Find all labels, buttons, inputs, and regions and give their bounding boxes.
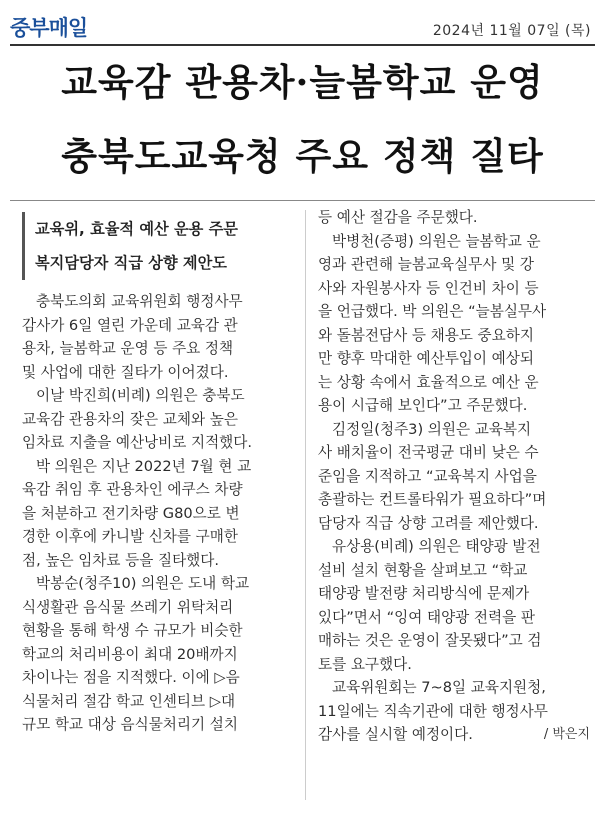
article-text-line: 교육위원회는 7~8일 교육지원청, <box>332 679 546 696</box>
article-text-line: 충북도의회 교육위원회 행정사무 <box>36 293 243 310</box>
article-text-line: 만 향후 막대한 예산투입이 예상되 <box>318 350 534 367</box>
article-body-left <box>22 290 294 737</box>
article-text-line: 11일에는 직속기관에 대한 행정사무 <box>318 702 548 720</box>
byline: / 박은지 <box>543 727 590 742</box>
article-text-line: 을 처분하고 전기차량 G80으로 변 <box>22 504 240 522</box>
article-text-line: 영과 관련해 늘봄교육실무사 및 강 <box>318 256 534 273</box>
article-text-line: 용이 시급해 보인다”고 주문했다. <box>318 397 528 414</box>
article-body-right <box>318 206 590 747</box>
headline-rule <box>10 200 595 201</box>
headline-line-1: 교육감 관용차·늘봄학교 운영 <box>61 60 544 104</box>
subheadline-line-2: 복지담당자 직급 상향 제안도 <box>35 254 227 272</box>
article-text-line: 육감 취임 후 관용차인 에쿠스 차량 <box>22 481 243 498</box>
article-text-line: 차이나는 점을 지적했다. 이에 ▷음 <box>22 669 240 686</box>
article-column-left <box>22 206 294 737</box>
article-text-line: 매하는 것은 운영이 잘못됐다”고 검 <box>318 632 542 649</box>
article-text-line: 현황을 통해 학생 수 규모가 비슷한 <box>22 622 243 639</box>
article-text-line: 담당자 직급 상향 고려를 제안했다. <box>318 514 539 532</box>
article-text-line: 사 배치율이 전국평균 대비 낮은 수 <box>318 444 539 461</box>
article-text-line: 감사가 6일 열린 가운데 교육감 관 <box>22 316 238 334</box>
masthead <box>0 0 605 46</box>
article-text-line: 및 사업에 대한 질타가 이어졌다. <box>22 363 229 381</box>
article-text-line: 을 언급했다. 박 의원은 “늘봄실무사 <box>318 303 547 320</box>
article-text-line: 교육감 관용차의 잦은 교체와 높은 <box>22 410 238 428</box>
article-text-line: 준임을 지적하고 “교육복지 사업을 <box>318 467 537 485</box>
article-text-line: 와 돌봄전담사 등 채용도 중요하지 <box>318 326 534 344</box>
article-text-line: 이날 박진희(비례) 의원은 충북도 <box>36 387 245 404</box>
subheadline-block <box>22 212 294 280</box>
article-text-line: 규모 학교 대상 음식물처리기 설치 <box>22 716 238 733</box>
article-text-line: 설비 설치 현황을 살펴보고 “학교 <box>318 561 528 579</box>
article-text-line: 학교의 처리비용이 최대 20배까지 <box>22 645 238 663</box>
headline-line-2: 충북도교육청 주요 정책 질타 <box>61 134 544 178</box>
article-text-line: 임차료 지출을 예산낭비로 지적했다. <box>22 434 253 451</box>
publication-date: 2024년 11월 07일 (목) <box>432 23 591 39</box>
article-text-line: 사와 자원봉사자 등 인건비 차이 등 <box>318 279 539 297</box>
article-text-line: 감사를 실시할 예정이다. / 박은지 <box>318 723 590 747</box>
newspaper-logo: 중부매일 <box>10 16 88 40</box>
column-divider <box>305 210 306 800</box>
article-column-right <box>318 206 590 747</box>
article-text-line: 용차, 늘봄학교 운영 등 주요 정책 <box>22 340 234 357</box>
article-text-line: 태양광 발전량 처리방식에 문제가 <box>318 585 530 602</box>
masthead-rule <box>10 44 595 46</box>
article-text-line: 는 상황 속에서 효율적으로 예산 운 <box>318 373 539 391</box>
article-text-line: 경한 이후에 카니발 신차를 구매한 <box>22 528 238 545</box>
article-text-line: 김정일(청주3) 의원은 교육복지 <box>332 420 532 438</box>
article-text-line: 박 의원은 지난 2022년 7월 현 교 <box>36 457 252 475</box>
article-text-line: 토를 요구했다. <box>318 655 412 673</box>
article-text-line: 총괄하는 컨트롤타워가 필요하다”며 <box>318 491 547 508</box>
article-text-line: 점, 높은 임차료 등을 질타했다. <box>22 551 220 569</box>
subheadline-line-1: 교육위, 효율적 예산 운용 주문 <box>35 220 238 238</box>
article-text-line: 박봉순(청주10) 의원은 도내 학교 <box>36 575 250 592</box>
article-text-line: 식생활관 음식물 쓰레기 위탁처리 <box>22 598 234 616</box>
article-text-line: 있다”면서 “잉여 태양광 전력을 판 <box>318 608 535 626</box>
article-text-line: 등 예산 절감을 주문했다. <box>318 209 478 226</box>
article-text-line: 박병천(증평) 의원은 늘봄학교 운 <box>332 232 541 250</box>
article-text-line: 식물처리 절감 학교 인센티브 ▷대 <box>22 692 236 710</box>
article-text-line: 유상용(비례) 의원은 태양광 발전 <box>332 538 541 555</box>
